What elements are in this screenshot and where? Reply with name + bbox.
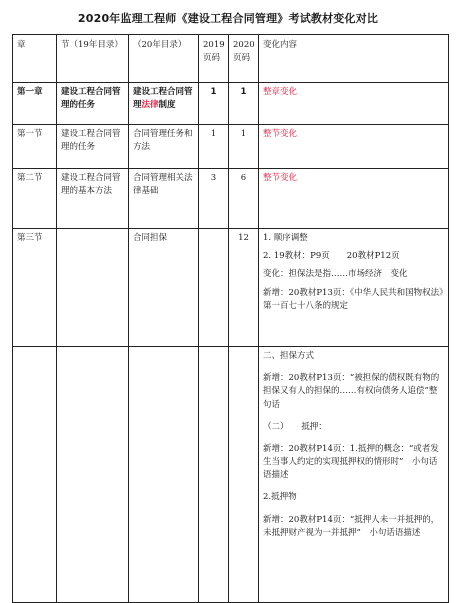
change-line: 新增：20教材P13页：“被担保的债权既有物的担保又有人的担保的……有权向债务人追偿”整句话 [263,373,440,410]
row-section-2020: 建设工程合同管理法律制度 [129,83,199,125]
row-section-2019: 建设工程合同管理的任务 [57,83,129,125]
row-page-2019 [199,347,229,603]
row-page-2019: 1 [199,83,229,125]
change-line: 变化：担保法是指……市场经济 变化 [263,269,408,280]
row-chapter: 第三节 [13,229,57,347]
change-line: 二、担保方式 [263,351,315,361]
comparison-table [12,34,449,603]
table-row [13,125,449,169]
change-line: 新增：20教材P14页：1.抵押的概念：“或者发生当事人约定的实现抵押权的情形时” 小句话语描述 [263,443,439,481]
table-row [13,229,449,347]
table-row [13,347,449,603]
change-line: 1. 顺序调整 [263,233,308,243]
row-section-2019 [57,229,129,347]
header-section-2019: 节（19年目录） [57,35,129,83]
change-line: 新增：20教材P13页：《中华人民共和国物权法》第一百七十八条的规定 [263,287,444,311]
row-page-2020: 1 [229,125,259,169]
row-changes: 整节变化 [259,125,449,169]
row-section-2019 [57,347,129,603]
row-page-2020: 1 [229,83,259,125]
header-section-2020: （20年目录） [129,35,199,83]
row-changes: 整节变化 [259,169,449,229]
row-page-2019 [199,229,229,347]
change-line: 2. 19教材：P9页 20教材P12页 [263,251,400,262]
row-changes: 整章变化 [259,83,449,125]
row-section-2020: 合同管理相关法律基础 [129,169,199,229]
row-page-2019: 3 [199,169,229,229]
change-line: 新增：20教材P14页：“抵押人未一并抵押的，未抵押财产视为一并抵押” 小句话语描述 [263,514,440,538]
row-page-2020 [229,347,259,603]
table-row [13,169,449,229]
row-chapter: 第一节 [13,125,57,169]
header-page-2020: 2020页码 [229,35,259,83]
row-chapter: 第二节 [13,169,57,229]
row-section-2019: 建设工程合同管理的基本方法 [57,169,129,229]
row-section-2020: 合同担保 [129,229,199,347]
change-line: 2.抵押物 [263,492,297,503]
row-changes [259,347,449,603]
row-chapter: 第一章 [13,83,57,125]
header-chapter: 章 [13,35,57,83]
row-page-2019: 1 [199,125,229,169]
header-changes: 变化内容 [259,35,449,83]
row-chapter [13,347,57,603]
row-section-2020 [129,347,199,603]
row-section-2019: 建设工程合同管理的任务 [57,125,129,169]
page-title: 2020年监理工程师《建设工程合同管理》考试教材变化对比 [77,12,379,25]
row-page-2020: 6 [229,169,259,229]
row-changes [259,229,449,347]
header-page-2019: 2019页码 [199,35,229,83]
row-section-2020: 合同管理任务和方法 [129,125,199,169]
row-page-2020: 12 [229,229,259,347]
change-line: （二） 抵押： [263,421,327,432]
table-row [13,83,449,125]
table-header-row [13,35,449,83]
